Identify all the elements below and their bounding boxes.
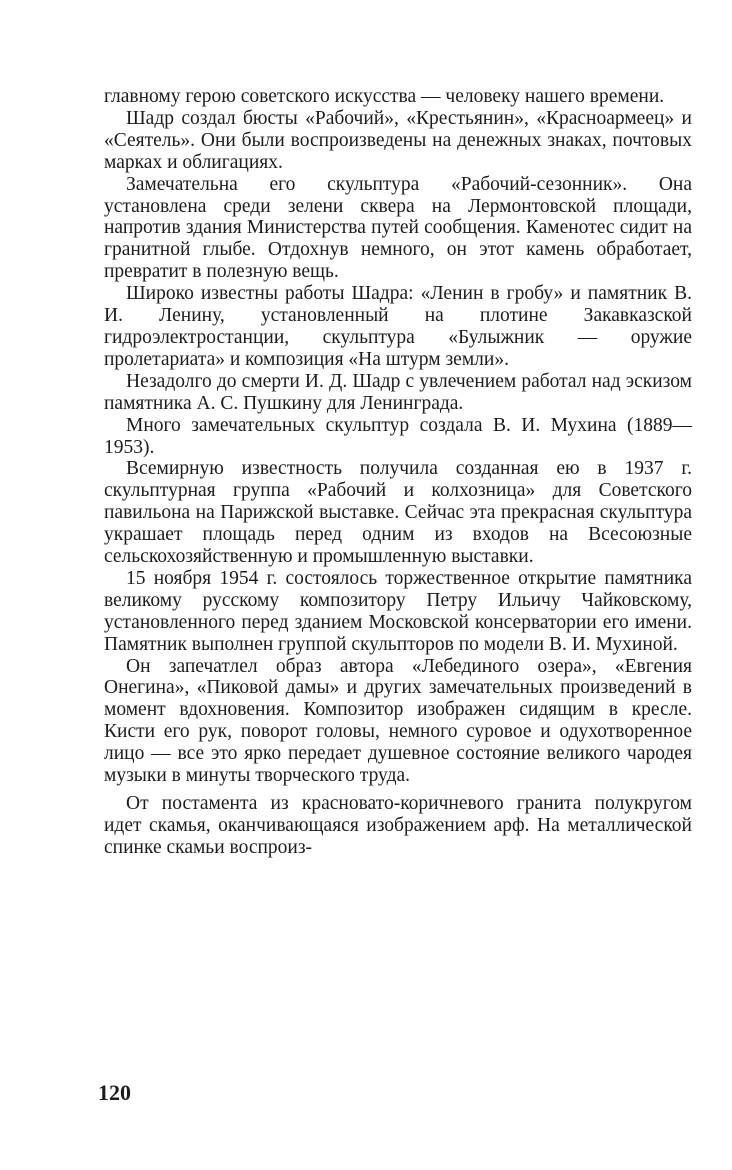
paragraph-5: Незадолго до смерти И. Д. Шадр с увлечением работал над эскизом памятника А. С. Пушкину для Ленинграда. bbox=[104, 370, 692, 414]
paragraph-4: Широко известны работы Шадра: «Ленин в гробу» и памятник В. И. Ленину, установленный на плотине Закавказской гидроэлектростанции, скульптура «Булыжник — оружие пролетариата» и композиция «На штурм земли». bbox=[104, 283, 692, 370]
paragraph-8: 15 ноября 1954 г. состоялось торжественное открытие памятника великому русскому композитору Петру Ильичу Чайковскому, установленного перед зданием Московской консерватории его имени. Памятник выполнен группой скульпторов по модели В. И. Мухиной. bbox=[104, 567, 692, 655]
paragraph-2: Шадр создал бюсты «Рабочий», «Крестьянин», «Красноармеец» и «Сеятель». Они были воспроизведены на денежных знаках, почтовых марках и облигациях. bbox=[104, 107, 692, 173]
paragraph-9: Он запечатлел образ автора «Лебединого озера», «Евгения Онегина», «Пиковой дамы» и других замечательных произведений в момент вдохновения. Композитор изображен сидящим в кресле. Кисти его рук, поворот головы, немного суровое и одухотворенное лицо — все это ярко передает душевное состояние великого чародея музыки в минуты творческого труда. bbox=[104, 655, 692, 787]
paragraph-1: главному герою советского искусства — человеку нашего времени. bbox=[104, 86, 665, 107]
paragraph-3: Замечательна его скульптура «Рабочий-сезонник». Она установлена среди зелени сквера на Лермонтовской площади, напротив здания Министерства путей сообщения. Каменотес сидит на гранитной глыбе. Отдохнув немного, он этот камень обработает, превратит в полезную вещь. bbox=[104, 173, 692, 283]
page-number: 120 bbox=[98, 1080, 131, 1105]
paragraph-10: От постамента из красновато-коричневого гранита полукругом идет скамья, оканчивающаяся изображением арф. На металлической спинке скамьи воспроиз- bbox=[104, 793, 692, 858]
page-body bbox=[104, 86, 692, 859]
paragraph-7: Всемирную известность получила созданная ею в 1937 г. скульптурная группа «Рабочий и колхозница» для Советского павильона на Парижской выставке. Сейчас эта прекрасная скульптура украшает площадь перед одним из входов на Всесоюзные сельскохозяйственную и промышленную выставки. bbox=[104, 458, 692, 568]
paragraph-6: Много замечательных скульптур создала В. И. Мухина (1889—1953). bbox=[104, 414, 692, 458]
